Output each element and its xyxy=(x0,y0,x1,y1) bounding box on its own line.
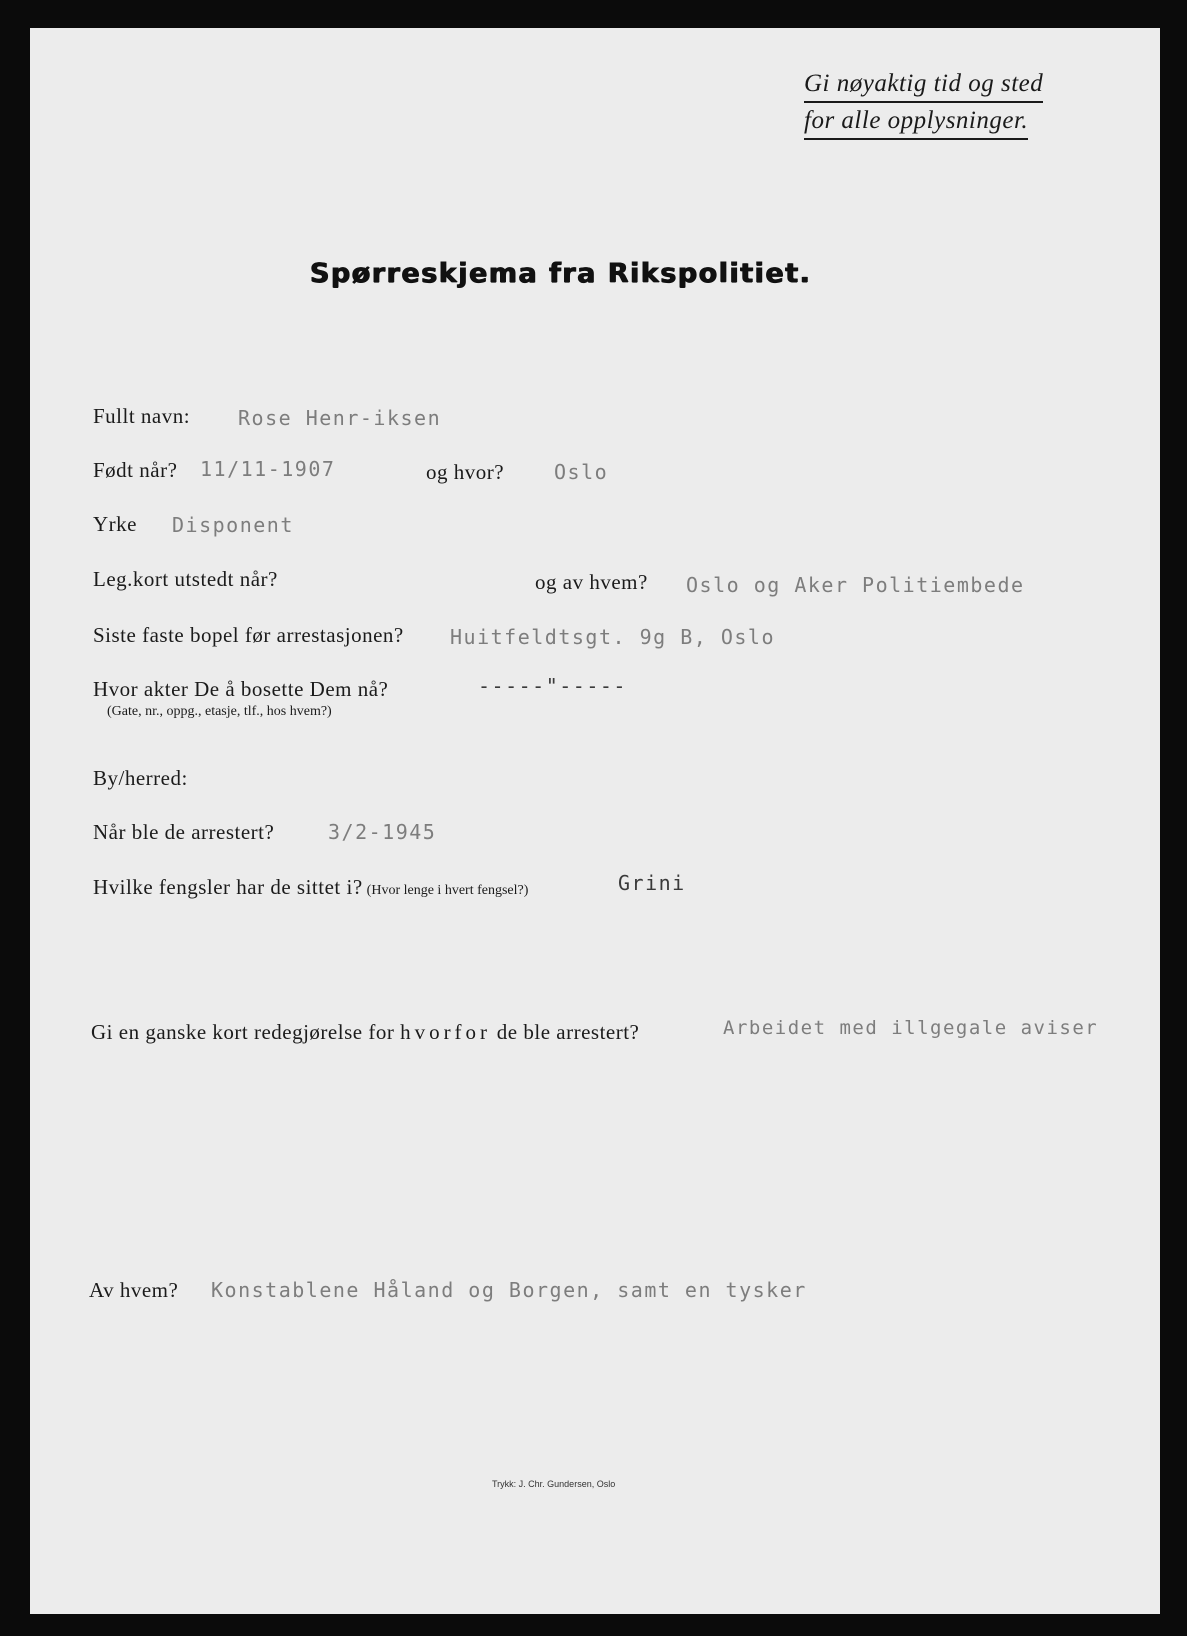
id-card-by-value: Oslo og Aker Politiembede xyxy=(686,573,1025,597)
prisons-row xyxy=(93,875,528,900)
occupation-value: Disponent xyxy=(172,513,294,537)
form-sheet xyxy=(30,28,1160,1614)
reason-label-post: de ble arrestert? xyxy=(496,1020,640,1044)
header-note-line1: Gi nøyaktig tid og sted xyxy=(804,70,1043,103)
last-address-value: Huitfeldtsgt. 9g B, Oslo xyxy=(450,625,775,649)
settle-where-value: -----"----- xyxy=(478,674,627,698)
full-name-value: Rose Henr-iksen xyxy=(238,406,442,430)
municipality-label: By/herred: xyxy=(93,766,188,790)
reason-label-pre: Gi en ganske kort redegjørelse for xyxy=(91,1020,395,1044)
form-title: Spørreskjema fra Rikspolitiet. xyxy=(310,258,812,289)
header-note-line2: for alle opplysninger. xyxy=(804,107,1028,140)
full-name-label: Fullt navn: xyxy=(93,404,191,428)
arrested-by-value: Konstablene Håland og Borgen, samt en tysker xyxy=(211,1278,807,1302)
born-when-label: Født når? xyxy=(93,458,178,482)
born-where-value: Oslo xyxy=(554,460,609,484)
id-card-by-label: og av hvem? xyxy=(535,570,648,594)
reason-value: Arbeidet med illgegale aviser xyxy=(723,1017,1099,1039)
prisons-hint: (Hvor lenge i hvert fengsel?) xyxy=(366,883,529,898)
arrested-when-label: Når ble de arrestert? xyxy=(93,820,275,844)
born-where-label: og hvor? xyxy=(426,460,505,484)
reason-label-emph: hvorfor xyxy=(400,1020,492,1044)
reason-label xyxy=(91,1020,639,1045)
id-card-when-label: Leg.kort utstedt når? xyxy=(93,567,278,591)
arrested-by-label: Av hvem? xyxy=(89,1278,179,1302)
prisons-label: Hvilke fengsler har de sittet i? xyxy=(93,875,363,899)
printer-imprint: Trykk: J. Chr. Gundersen, Oslo xyxy=(492,1479,616,1489)
settle-where-hint: (Gate, nr., oppg., etasje, tlf., hos hvem?) xyxy=(107,704,332,719)
settle-where-label: Hvor akter De å bosette Dem nå? xyxy=(93,677,389,701)
born-when-value: 11/11-1907 xyxy=(200,457,336,481)
last-address-label: Siste faste bopel før arrestasjonen? xyxy=(93,623,404,647)
prisons-value: Grini xyxy=(618,871,686,895)
occupation-label: Yrke xyxy=(93,512,137,536)
arrested-when-value: 3/2-1945 xyxy=(328,820,437,844)
